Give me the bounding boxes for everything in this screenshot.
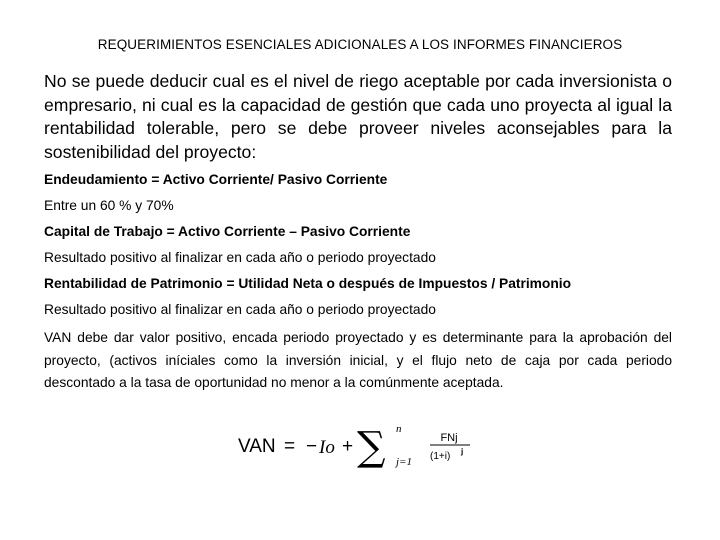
formula-sigma: ∑ (357, 424, 386, 470)
page-title: REQUERIMIENTOS ESENCIALES ADICIONALES A LOS INFORMES FINANCIEROS (97, 37, 623, 52)
rentabilidad-formula: Rentabilidad de Patrimonio = Utilidad Neta o después de Impuestos / Patrimonio (44, 276, 572, 291)
formula-io: Io (319, 437, 335, 458)
formula-lower-limit: j=1 (396, 456, 412, 468)
intro-paragraph: No se puede deducir cual es el nivel de riego aceptable por cada inversionista o empresario, ni cual es la capacidad de gestión que cada uno proyecta al igual la rentabilidad tolerable, pero se debe proveer niveles aconsejables para la sostenibilidad del proyecto: (44, 71, 672, 162)
endeudamiento-range: Entre un 60 % y 70% (44, 198, 174, 213)
van-paragraph: VAN debe dar valor positivo, encada periodo proyectado y es determinante para la aprobación del proyecto, (activos iníciales como la inversión inicial, y el flujo neto de caja por cada periodo descontado a la tasa de oportunidad no menor a la comúnmente aceptada. (44, 330, 672, 391)
formula-minus: − (306, 436, 318, 457)
formula-exponent: j (461, 447, 464, 456)
formula-equals: = (284, 436, 296, 457)
formula-denominator: (1+i) (430, 451, 451, 462)
endeudamiento-formula: Endeudamiento = Activo Corriente/ Pasivo Corriente (44, 172, 388, 187)
formula-upper-limit: n (396, 423, 402, 435)
rentabilidad-result: Resultado positivo al finalizar en cada año o periodo proyectado (44, 302, 436, 317)
van-formula (236, 418, 496, 474)
formula-numerator: FNj (440, 432, 458, 444)
formula-lhs: VAN (238, 436, 276, 457)
capital-formula: Capital de Trabajo = Activo Corriente – Pasivo Corriente (44, 224, 411, 239)
formula-plus: + (342, 436, 354, 457)
capital-result: Resultado positivo al finalizar en cada año o periodo proyectado (44, 250, 436, 265)
